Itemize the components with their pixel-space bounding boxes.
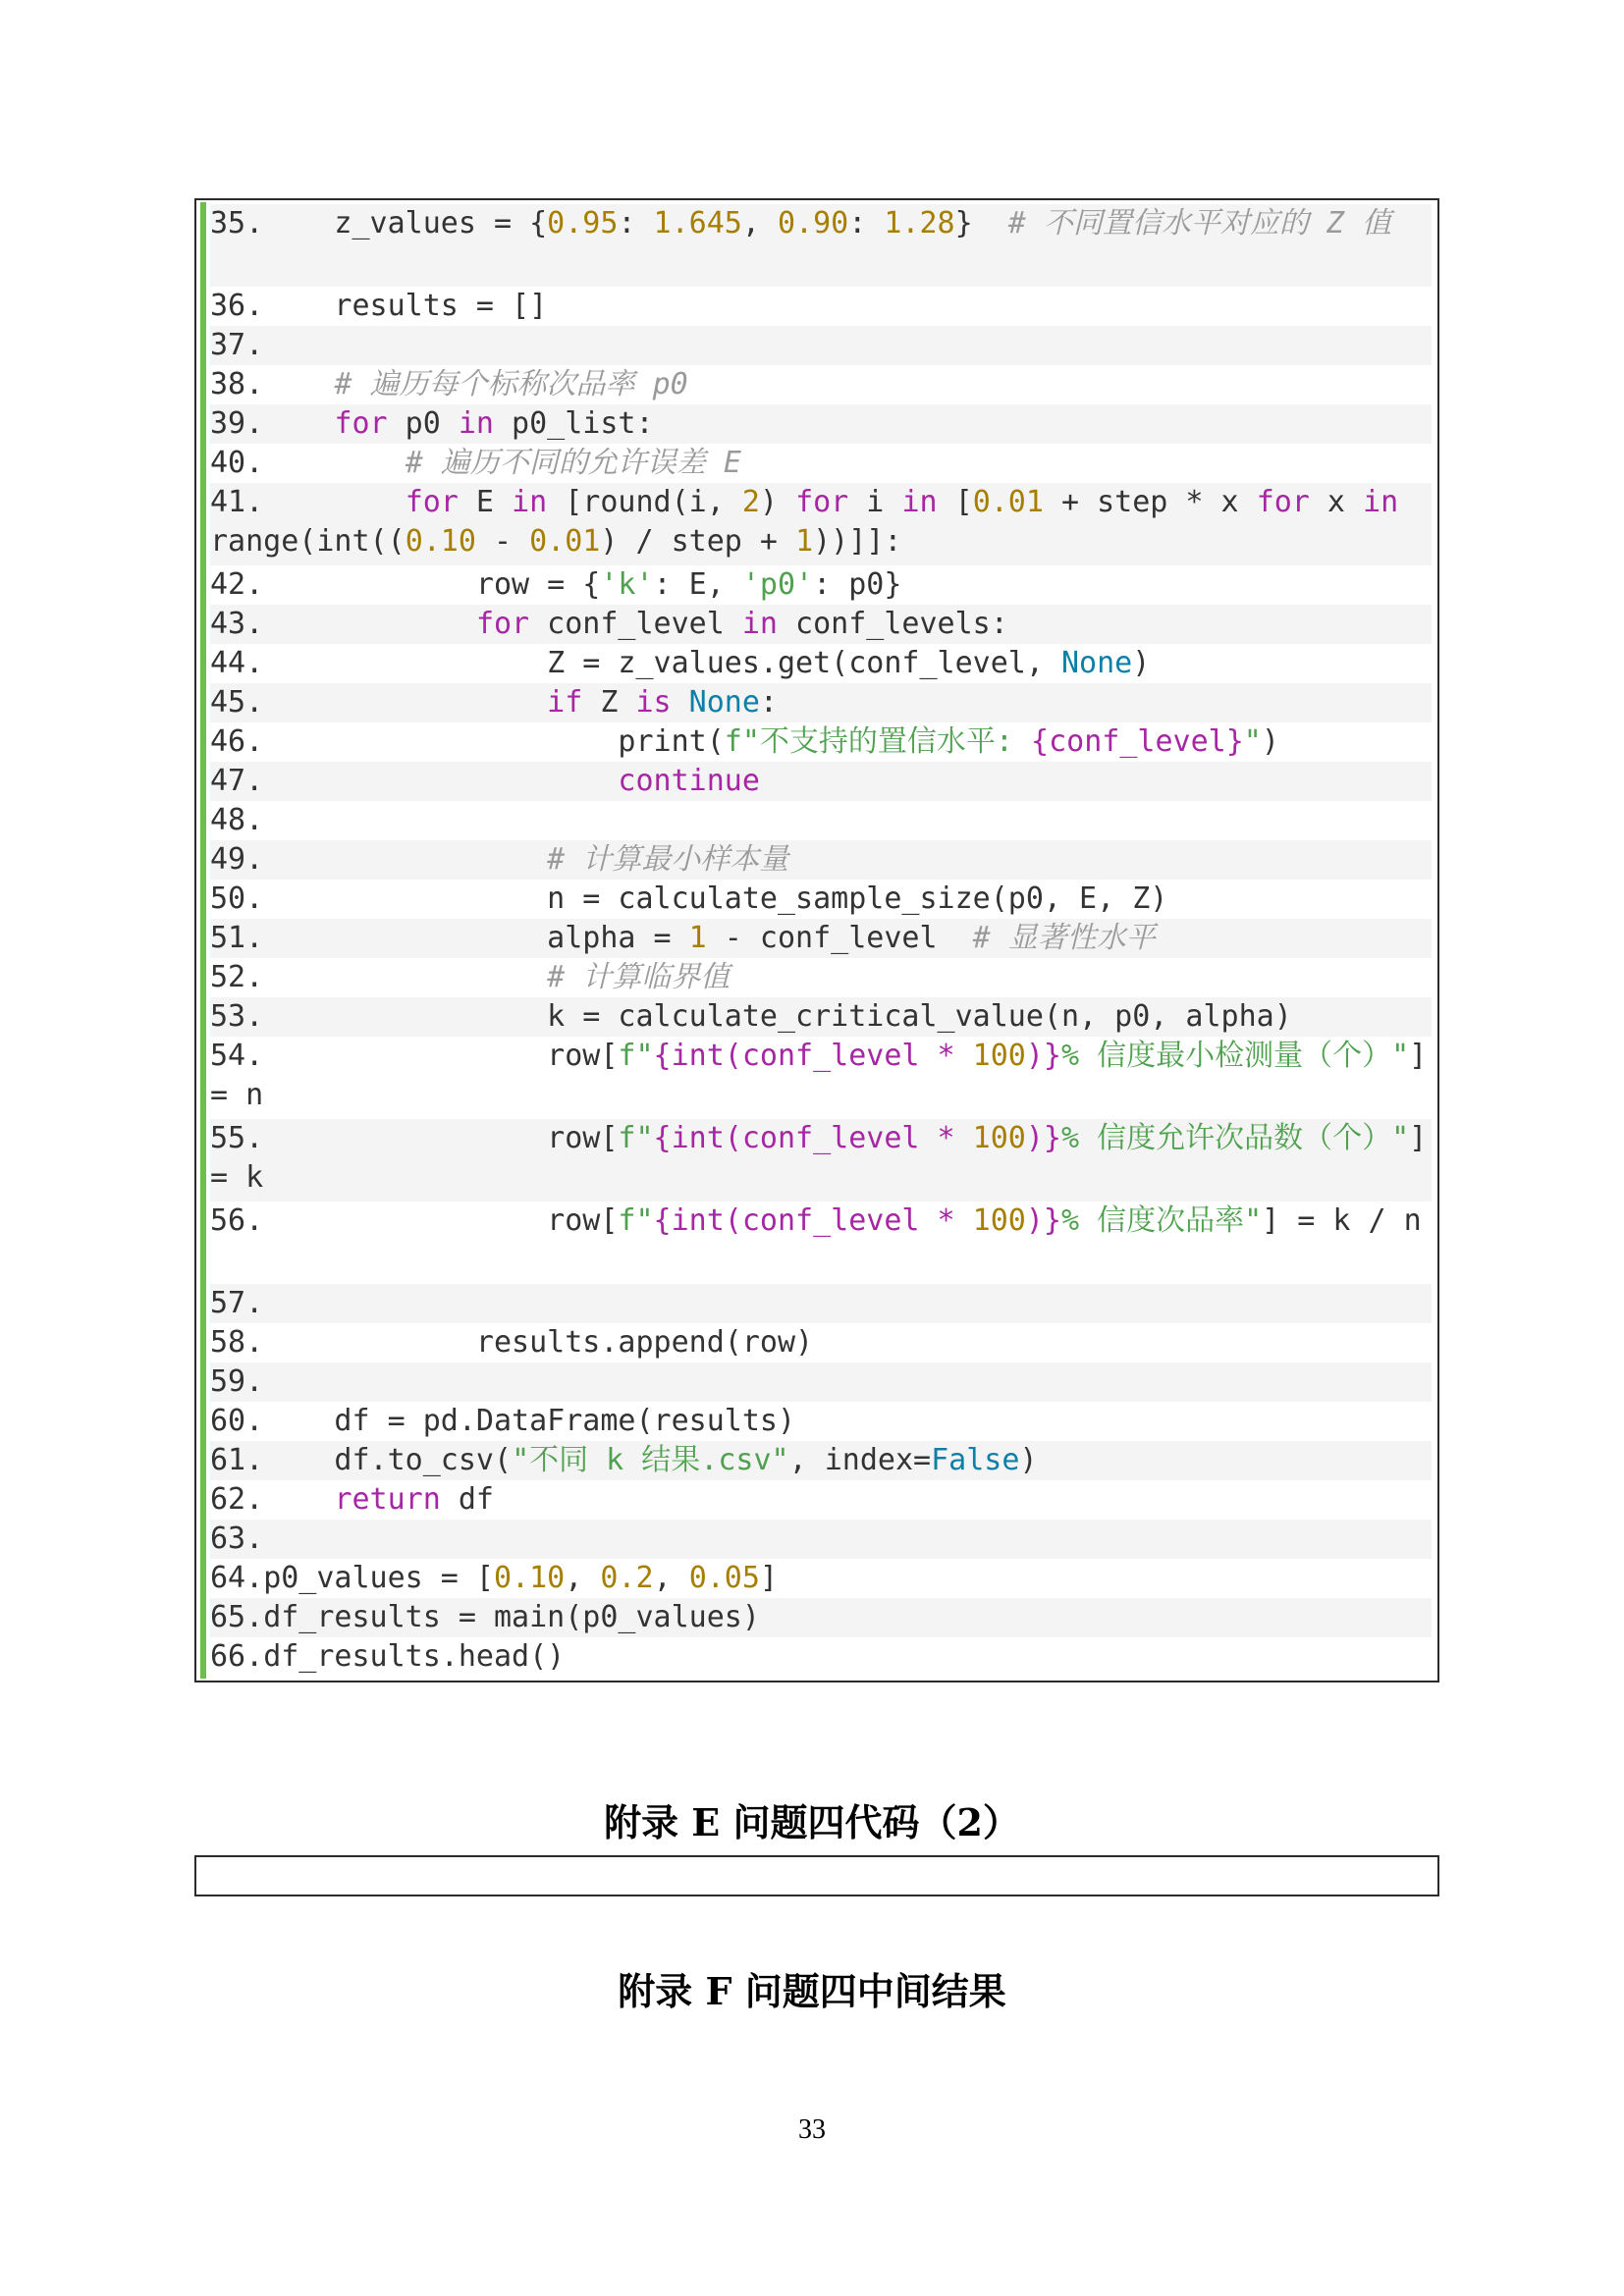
line-number: 55.: [210, 1121, 264, 1155]
code-token: in: [1363, 485, 1399, 519]
line-number: 52.: [210, 960, 264, 994]
code-token: x: [1309, 485, 1364, 519]
code-token: for: [1256, 485, 1310, 519]
code-line: [210, 958, 1432, 997]
code-line: [210, 1598, 1432, 1637]
code-token: df_results = main(p0_values): [263, 1600, 760, 1634]
code-token: range(int((: [210, 485, 1417, 559]
code-token: row[: [263, 1039, 619, 1073]
line-number: 41.: [210, 485, 264, 519]
line-number: 61.: [210, 1443, 264, 1477]
code-token: return: [334, 1482, 441, 1517]
code-token: df = pd.DataFrame(results): [263, 1404, 796, 1438]
code-token: 0.10: [405, 524, 476, 559]
line-number: 35.: [210, 206, 264, 240]
code-token: in: [901, 485, 938, 519]
code-token: 0.10: [494, 1561, 566, 1595]
line-number: 66.: [210, 1639, 264, 1674]
code-listing: [194, 198, 1445, 1682]
code-token: [263, 764, 618, 798]
code-token: # 计算临界值: [547, 960, 731, 994]
code-token: )}: [1025, 1039, 1061, 1073]
code-line: [210, 880, 1432, 919]
code-token: 1.645: [653, 206, 742, 240]
code-line: [210, 1480, 1432, 1520]
code-token: ): [1132, 646, 1151, 680]
code-token: k = calculate_critical_value(n, p0, alpha): [263, 999, 1292, 1034]
line-number: 44.: [210, 646, 264, 680]
code-token: % 信度次品率": [1060, 1203, 1263, 1238]
code-token: ,: [565, 1561, 601, 1595]
line-number: 45.: [210, 685, 264, 720]
code-token: 1: [795, 524, 814, 559]
code-line: [210, 801, 1432, 840]
code-token: :: [848, 206, 885, 240]
code-token: 0.01: [972, 485, 1044, 519]
code-line: [210, 204, 1432, 287]
code-token: # 不同置信水平对应的 Z 值: [1007, 206, 1392, 240]
code-token: 2: [741, 485, 760, 519]
code-token: if: [547, 685, 583, 720]
code-token: # 计算最小样本量: [547, 842, 789, 877]
code-token: [263, 446, 406, 480]
empty-code-box: [194, 1855, 1439, 1896]
code-token: ] = n: [210, 1039, 1445, 1112]
code-token: ): [1261, 724, 1279, 759]
code-token: 100: [972, 1039, 1026, 1073]
code-token: 1: [688, 921, 707, 955]
code-token: [263, 485, 406, 519]
code-token: 0.05: [688, 1561, 760, 1595]
code-token: {int(conf_level *: [653, 1121, 973, 1155]
code-token: 0.2: [600, 1561, 654, 1595]
line-number: 59.: [210, 1364, 264, 1399]
code-token: + step * x: [1043, 485, 1257, 519]
code-token: print(: [263, 724, 725, 759]
code-token: # 遍历每个标称次品率 p0: [334, 367, 688, 401]
code-token: # 遍历不同的允许误差 E: [405, 446, 741, 480]
code-line: [210, 1362, 1432, 1402]
code-token: results = []: [263, 289, 548, 323]
code-line: [210, 1559, 1432, 1598]
code-line: [210, 404, 1432, 444]
code-line: [210, 287, 1432, 326]
code-line: [210, 483, 1432, 565]
code-token: "不同 k 结果.csv": [512, 1443, 789, 1477]
code-token: [263, 960, 547, 994]
code-token: [: [937, 485, 973, 519]
code-token: p0_list:: [494, 406, 654, 441]
code-line: [210, 762, 1432, 801]
line-number: 36.: [210, 289, 264, 323]
code-token: : p0}: [813, 567, 902, 602]
code-line: [210, 1037, 1445, 1119]
line-number: 40.: [210, 446, 264, 480]
line-number: 64.: [210, 1561, 264, 1595]
code-token: )}: [1025, 1203, 1061, 1238]
code-token: for: [475, 607, 530, 641]
code-token: p0: [387, 406, 459, 441]
code-token: [round(i,: [547, 485, 742, 519]
code-token: , index=: [788, 1443, 932, 1477]
code-lines: [210, 204, 1445, 1677]
line-number: 39.: [210, 406, 264, 441]
code-token: [672, 685, 689, 720]
line-number: 58.: [210, 1325, 264, 1360]
code-line: [210, 722, 1432, 762]
code-token: ,: [653, 1561, 689, 1595]
line-number: 37.: [210, 328, 264, 362]
code-token: row[: [263, 1203, 619, 1238]
code-token: is: [635, 685, 672, 720]
code-token: :: [759, 685, 778, 720]
page-number: 33: [798, 2114, 826, 2145]
code-token: ): [1019, 1443, 1038, 1477]
code-line: [210, 683, 1432, 722]
code-line: [210, 1637, 1432, 1677]
code-token: None: [1060, 646, 1133, 680]
code-line: [210, 1441, 1432, 1480]
line-number: 51.: [210, 921, 264, 955]
code-token: conf_levels:: [778, 607, 1008, 641]
code-token: : E,: [653, 567, 742, 602]
line-number: 46.: [210, 724, 264, 759]
code-token: [263, 842, 547, 877]
code-line: [210, 1119, 1445, 1201]
code-token: f": [618, 1203, 654, 1238]
line-number: 38.: [210, 367, 264, 401]
code-token: for: [334, 406, 388, 441]
code-token: n = calculate_sample_size(p0, E, Z): [263, 881, 1168, 916]
line-number: 42.: [210, 567, 264, 602]
code-token: Z = z_values.get(conf_level,: [263, 646, 1061, 680]
code-token: False: [931, 1443, 1020, 1477]
code-token: 1.28: [884, 206, 955, 240]
code-token: 0.95: [547, 206, 619, 240]
code-token: {conf_level}: [1031, 724, 1244, 759]
line-number: 65.: [210, 1600, 264, 1634]
code-token: 100: [972, 1121, 1026, 1155]
code-token: % 信度允许次品数（个）": [1060, 1121, 1410, 1155]
code-token: row = {: [263, 567, 601, 602]
code-token: ,: [741, 206, 778, 240]
line-number: 60.: [210, 1404, 264, 1438]
line-number: 49.: [210, 842, 264, 877]
code-token: E: [458, 485, 513, 519]
code-token: p0_values = [: [263, 1561, 494, 1595]
code-token: ))]]:: [813, 524, 902, 559]
line-number: 53.: [210, 999, 264, 1034]
code-line: [210, 326, 1432, 365]
code-token: ] = k: [210, 1121, 1445, 1195]
line-number: 62.: [210, 1482, 264, 1517]
code-line: [210, 565, 1432, 605]
line-number: 57.: [210, 1286, 264, 1320]
code-token: 'k': [600, 567, 654, 602]
appendix-f-title: 附录 F 问题四中间结果: [618, 1969, 1006, 2013]
code-line: [210, 365, 1432, 404]
code-token: ] = k / n: [1262, 1203, 1422, 1238]
line-number: 48.: [210, 803, 264, 837]
code-token: z_values = {: [263, 206, 548, 240]
code-token: :: [618, 206, 654, 240]
code-token: df: [440, 1482, 494, 1517]
code-token: [263, 1482, 334, 1517]
code-token: - conf_level: [706, 921, 973, 955]
code-token: alpha =: [263, 921, 689, 955]
code-token: conf_level: [529, 607, 742, 641]
line-number: 56.: [210, 1203, 264, 1238]
code-token: # 显著性水平: [972, 921, 1156, 955]
code-token: ) / step +: [600, 524, 796, 559]
line-number: 63.: [210, 1522, 264, 1556]
code-line: [210, 644, 1432, 683]
code-line: [210, 840, 1432, 880]
code-line: [210, 605, 1432, 644]
line-number: 43.: [210, 607, 264, 641]
code-token: -: [475, 524, 530, 559]
code-token: f": [618, 1039, 654, 1073]
code-token: in: [458, 406, 494, 441]
code-token: }: [954, 206, 1008, 240]
code-line: [210, 919, 1432, 958]
code-line: [210, 1323, 1432, 1362]
code-token: df.to_csv(: [263, 1443, 513, 1477]
line-number: 47.: [210, 764, 264, 798]
code-token: row[: [263, 1121, 619, 1155]
code-line: [210, 1520, 1432, 1559]
code-token: 'p0': [741, 567, 814, 602]
code-token: % 信度最小检测量（个）": [1060, 1039, 1410, 1073]
code-gutter-bar: [200, 202, 206, 1679]
line-number: 54.: [210, 1039, 264, 1073]
code-token: f"不支持的置信水平:: [724, 724, 1032, 759]
code-token: None: [688, 685, 760, 720]
code-token: [263, 607, 476, 641]
code-line: [210, 444, 1432, 483]
code-token: Z: [582, 685, 636, 720]
code-token: 0.01: [529, 524, 601, 559]
code-token: ": [1243, 724, 1262, 759]
code-token: for: [795, 485, 849, 519]
code-token: [263, 685, 547, 720]
code-token: f": [618, 1121, 654, 1155]
code-token: {int(conf_level *: [653, 1039, 973, 1073]
code-token: )}: [1025, 1121, 1061, 1155]
appendix-e-title: 附录 E 问题四代码（2）: [604, 1800, 1020, 1844]
code-token: continue: [618, 764, 760, 798]
code-line: [210, 1402, 1432, 1441]
code-token: ]: [759, 1561, 778, 1595]
line-number: 50.: [210, 881, 264, 916]
code-token: ): [759, 485, 796, 519]
code-token: [263, 406, 334, 441]
code-line: [210, 1284, 1432, 1323]
code-token: results.append(row): [263, 1325, 814, 1360]
code-token: 100: [972, 1203, 1026, 1238]
code-token: in: [741, 607, 778, 641]
code-token: [263, 367, 334, 401]
code-token: {int(conf_level *: [653, 1203, 973, 1238]
code-token: i: [848, 485, 902, 519]
code-line: [210, 997, 1432, 1037]
code-token: for: [405, 485, 459, 519]
code-token: df_results.head(): [263, 1639, 566, 1674]
code-line: [210, 1201, 1432, 1284]
code-token: in: [512, 485, 548, 519]
code-token: 0.90: [777, 206, 849, 240]
